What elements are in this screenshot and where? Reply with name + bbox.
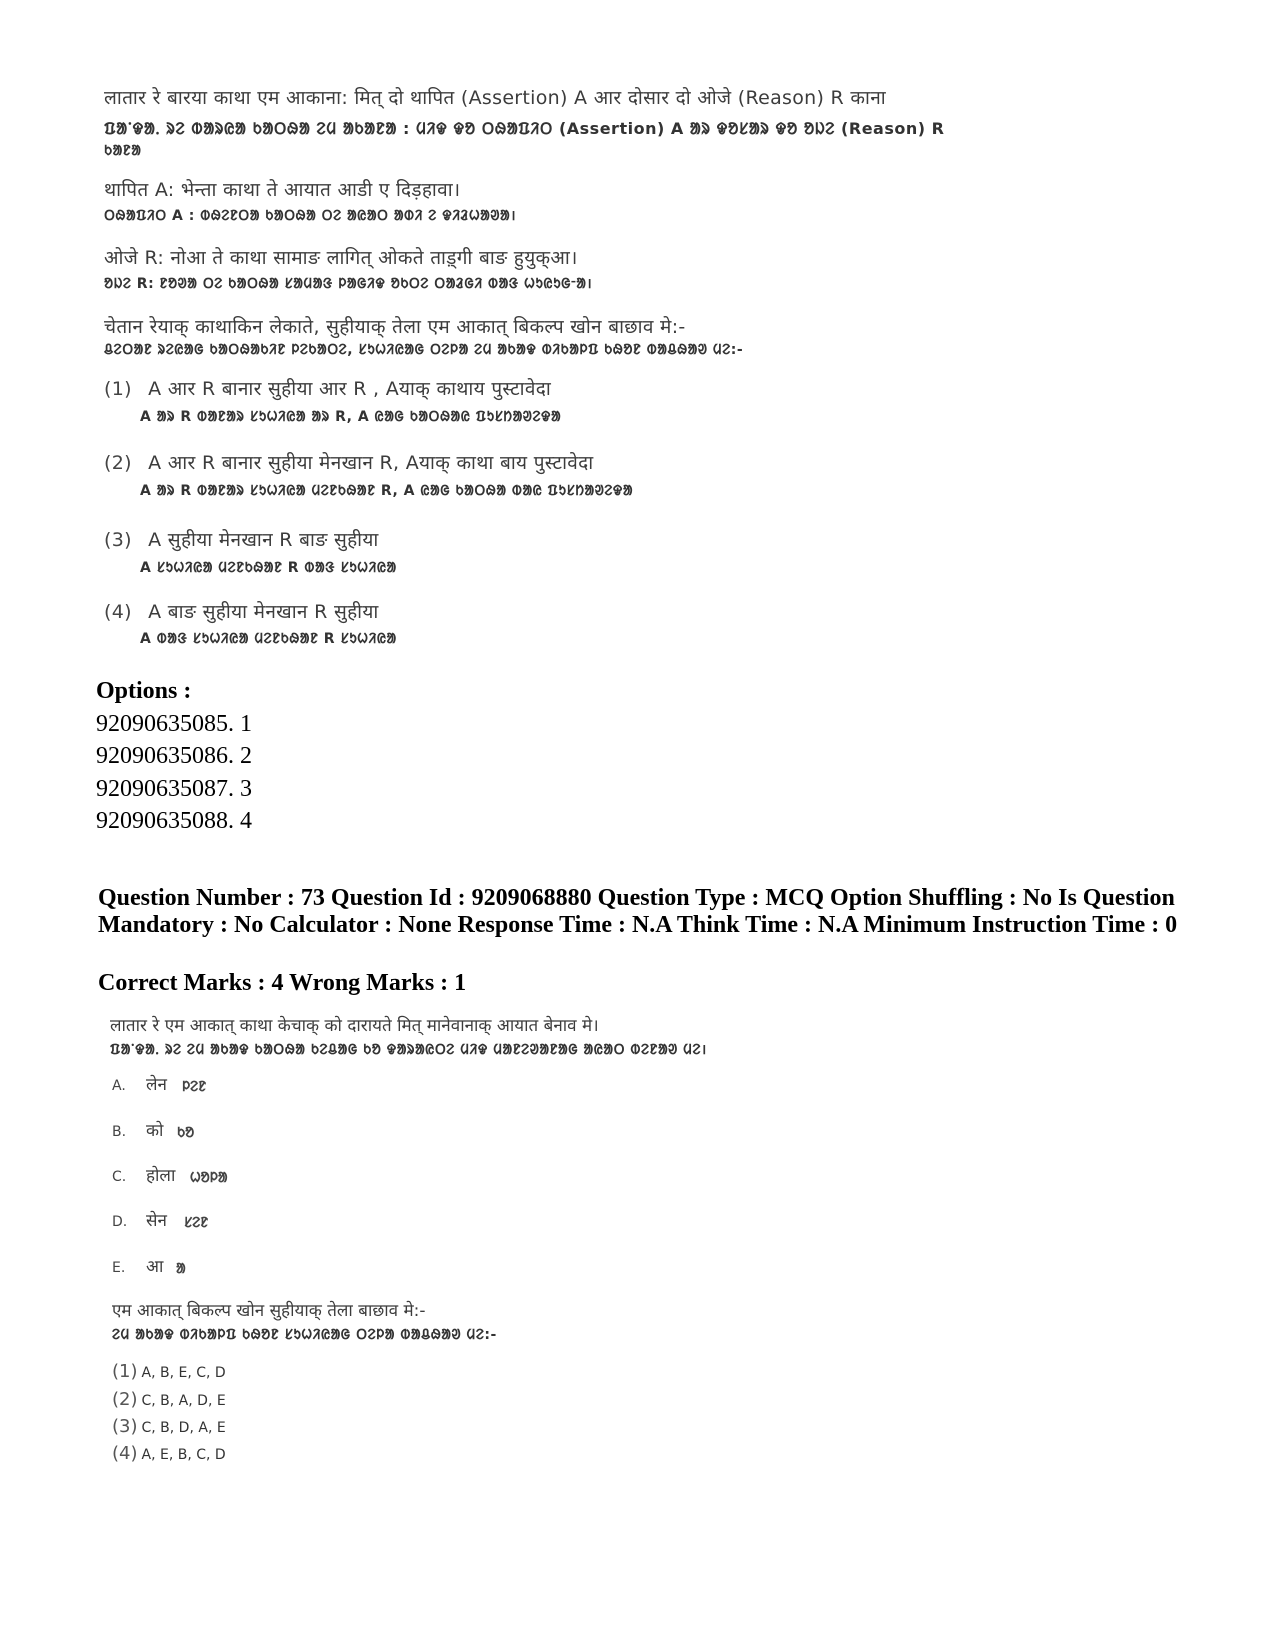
- choice-number: (4): [104, 601, 132, 623]
- word-letter-d: D.: [112, 1214, 128, 1230]
- q73-sequence-1: [112, 1361, 226, 1382]
- q72-instruction-olchiki-cont: ᱠᱟᱱᱟ: [104, 143, 142, 159]
- q72-reason-olchiki: ᱚᱡᱮ R: ᱱᱚᱣᱟ ᱛᱮ ᱠᱟᱛᱷᱟ ᱥᱟᱢᱟᱝ ᱞᱟᱜᱤᱫ ᱚᱠᱛᱮ ᱛᱟᱲᱜᱤ ᱵᱟᱝ ᱦᱩᱭᱩᱜᱼᱟ।: [104, 276, 593, 292]
- word-d-olchiki: ᱥᱮᱱ: [184, 1215, 209, 1231]
- word-b-hindi: को: [146, 1121, 164, 1141]
- q73-sequence-2: [112, 1389, 226, 1410]
- choice-number: (1): [104, 378, 132, 400]
- sequence-text: A, E, B, C, D: [141, 1447, 226, 1463]
- choice-text-hindi: A बाङ सुहीया मेनखान R सुहीया: [148, 601, 379, 623]
- word-d-hindi: सेन: [146, 1211, 167, 1231]
- choice-number: (2): [104, 452, 132, 474]
- q73-sequence-4: [112, 1443, 226, 1464]
- choice-text-hindi: A आर R बानार सुहीया मेनखान R, Aयाक् काथा बाय पुस्टावेदा: [148, 452, 594, 474]
- word-a-hindi: लेन: [146, 1075, 167, 1095]
- options-heading: Options :: [96, 678, 192, 704]
- q73-marks-info: Correct Marks : 4 Wrong Marks : 1: [98, 970, 467, 996]
- word-letter-c: C.: [112, 1169, 127, 1185]
- sequence-number: (4): [112, 1443, 138, 1464]
- q72-choice-1: [104, 375, 551, 401]
- word-e-hindi: आ: [146, 1257, 164, 1277]
- q73-instruction-olchiki: ᱯᱟᱸᱫᱟᱹ ᱨᱮ ᱮᱢ ᱟᱠᱟᱫ ᱠᱟᱛᱷᱟ ᱠᱮᱪᱟᱜ ᱠᱚ ᱫᱟᱨᱟᱭᱛᱮ ᱢᱤᱫ ᱢᱟᱱᱮᱣᱟᱱᱟᱜ ᱟᱭᱟᱛ ᱵᱮᱱᱟᱣ ᱢᱮ।: [110, 1042, 707, 1058]
- word-letter-e: E.: [112, 1260, 126, 1276]
- q73-choose-hindi: एम आकात् बिकल्प खोन सुहीयाक् तेला बाछाव मे:-: [112, 1301, 426, 1321]
- q72-choice-2: [104, 449, 593, 475]
- q72-choose-olchiki: ᱪᱮᱛᱟᱱ ᱨᱮᱭᱟᱜ ᱠᱟᱛᱷᱟᱠᱤᱱ ᱞᱮᱠᱟᱛᱮ, ᱥᱩᱦᱤᱭᱟᱜ ᱛᱮᱞᱟ ᱮᱢ ᱟᱠᱟᱫ ᱵᱤᱠᱟᱞᱯ ᱠᱷᱚᱱ ᱵᱟᱪᱷᱟᱣ ᱢᱮ:-: [104, 342, 744, 358]
- choice-number: (3): [104, 529, 132, 551]
- q73-instruction-hindi: लातार रे एम आकात् काथा केचाक् को दारायते मित् मानेवानाक् आयात बेनाव मे।: [110, 1016, 599, 1036]
- sequence-number: (3): [112, 1416, 138, 1437]
- word-letter-a: A.: [112, 1078, 126, 1094]
- q73-meta-info: Question Number : 73 Question Id : 9209068880 Question Type : MCQ Option Shuffling : No Is Question Mandatory : No Calculator : None Response Time : N.A Think Time : N.A Minimum Instruction Time : 0: [98, 885, 1178, 938]
- q72-instruction-hindi: लातार रे बारया काथा एम आकाना: मित् दो थापित (Assertion) A आर दोसार दो ओजे (Reason) R काना: [104, 87, 886, 109]
- word-b-olchiki: ᱠᱚ: [177, 1125, 195, 1141]
- q72-choice-3-olchiki: A ᱥᱩᱦᱤᱭᱟ ᱢᱮᱱᱠᱷᱟᱱ R ᱵᱟᱝ ᱥᱩᱦᱤᱭᱟ: [140, 560, 397, 576]
- word-c-olchiki: ᱦᱚᱞᱟ: [190, 1170, 228, 1186]
- q72-choice-1-olchiki: A ᱟᱨ R ᱵᱟᱱᱟᱨ ᱥᱩᱦᱤᱭᱟ ᱟᱨ R, A ᱭᱟᱜ ᱠᱟᱛᱷᱟᱭ ᱯᱩᱥᱴᱟᱣᱮᱫᱟ: [140, 409, 562, 425]
- word-letter-b: B.: [112, 1124, 127, 1140]
- choice-text-hindi: A सुहीया मेनखान R बाङ सुहीया: [148, 529, 379, 551]
- q72-choice-2-olchiki: A ᱟᱨ R ᱵᱟᱱᱟᱨ ᱥᱩᱦᱤᱭᱟ ᱢᱮᱱᱠᱷᱟᱱ R, A ᱭᱟᱜ ᱠᱟᱛᱷᱟ ᱵᱟᱭ ᱯᱩᱥᱴᱟᱣᱮᱫᱟ: [140, 483, 634, 499]
- option-item-2: 92090635086. 2: [96, 743, 252, 769]
- q72-choice-3: [104, 526, 379, 552]
- option-item-1: 92090635085. 1: [96, 711, 252, 737]
- q72-choose-hindi: चेतान रेयाक् काथाकिन लेकाते, सुहीयाक् तेला एम आकात् बिकल्प खोन बाछाव मे:-: [104, 316, 686, 338]
- word-a-olchiki: ᱞᱮᱱ: [182, 1079, 207, 1095]
- sequence-text: A, B, E, C, D: [141, 1365, 226, 1381]
- word-e-olchiki: ᱟ: [176, 1261, 186, 1277]
- q72-choice-4: [104, 598, 379, 624]
- q72-instruction-olchiki: ᱯᱟᱸᱫᱟᱹ ᱨᱮ ᱵᱟᱨᱭᱟ ᱠᱟᱛᱷᱟ ᱮᱢ ᱟᱠᱟᱱᱟ : ᱢᱤᱫ ᱫᱚ ᱛᱷᱟᱯᱤᱛ (Assertion) A ᱟᱨ ᱫᱚᱥᱟᱨ ᱫᱚ ᱚᱡᱮ (Reason) R: [104, 119, 945, 138]
- q73-choose-olchiki: ᱮᱢ ᱟᱠᱟᱫ ᱵᱤᱠᱟᱞᱯ ᱠᱷᱚᱱ ᱥᱩᱦᱤᱭᱟᱜ ᱛᱮᱞᱟ ᱵᱟᱪᱷᱟᱣ ᱢᱮ:-: [112, 1327, 497, 1343]
- q72-assertion-hindi: थापित A: भेन्ता काथा ते आयात आडी ए दिड़हावा।: [104, 179, 461, 201]
- sequence-number: (1): [112, 1361, 138, 1382]
- word-c-hindi: होला: [146, 1166, 176, 1186]
- option-item-4: 92090635088. 4: [96, 808, 252, 834]
- q72-reason-hindi: ओजे R: नोआ ते काथा सामाङ लागित् ओकते ताड़्गी बाङ हुयुक्आ।: [104, 247, 578, 269]
- option-item-3: 92090635087. 3: [96, 776, 252, 802]
- sequence-number: (2): [112, 1389, 138, 1410]
- sequence-text: C, B, A, D, E: [141, 1393, 226, 1409]
- q72-choice-4-olchiki: A ᱵᱟᱝ ᱥᱩᱦᱤᱭᱟ ᱢᱮᱱᱠᱷᱟᱱ R ᱥᱩᱦᱤᱭᱟ: [140, 631, 397, 647]
- q72-assertion-olchiki: ᱛᱷᱟᱯᱤᱛ A : ᱵᱷᱮᱱᱛᱟ ᱠᱟᱛᱷᱟ ᱛᱮ ᱟᱭᱟᱛ ᱟᱰᱤ ᱮ ᱫᱤᱲᱦᱟᱣᱟ।: [104, 208, 517, 224]
- q73-sequence-3: [112, 1416, 226, 1437]
- sequence-text: C, B, D, A, E: [141, 1420, 226, 1436]
- choice-text-hindi: A आर R बानार सुहीया आर R , Aयाक् काथाय पुस्टावेदा: [148, 378, 552, 400]
